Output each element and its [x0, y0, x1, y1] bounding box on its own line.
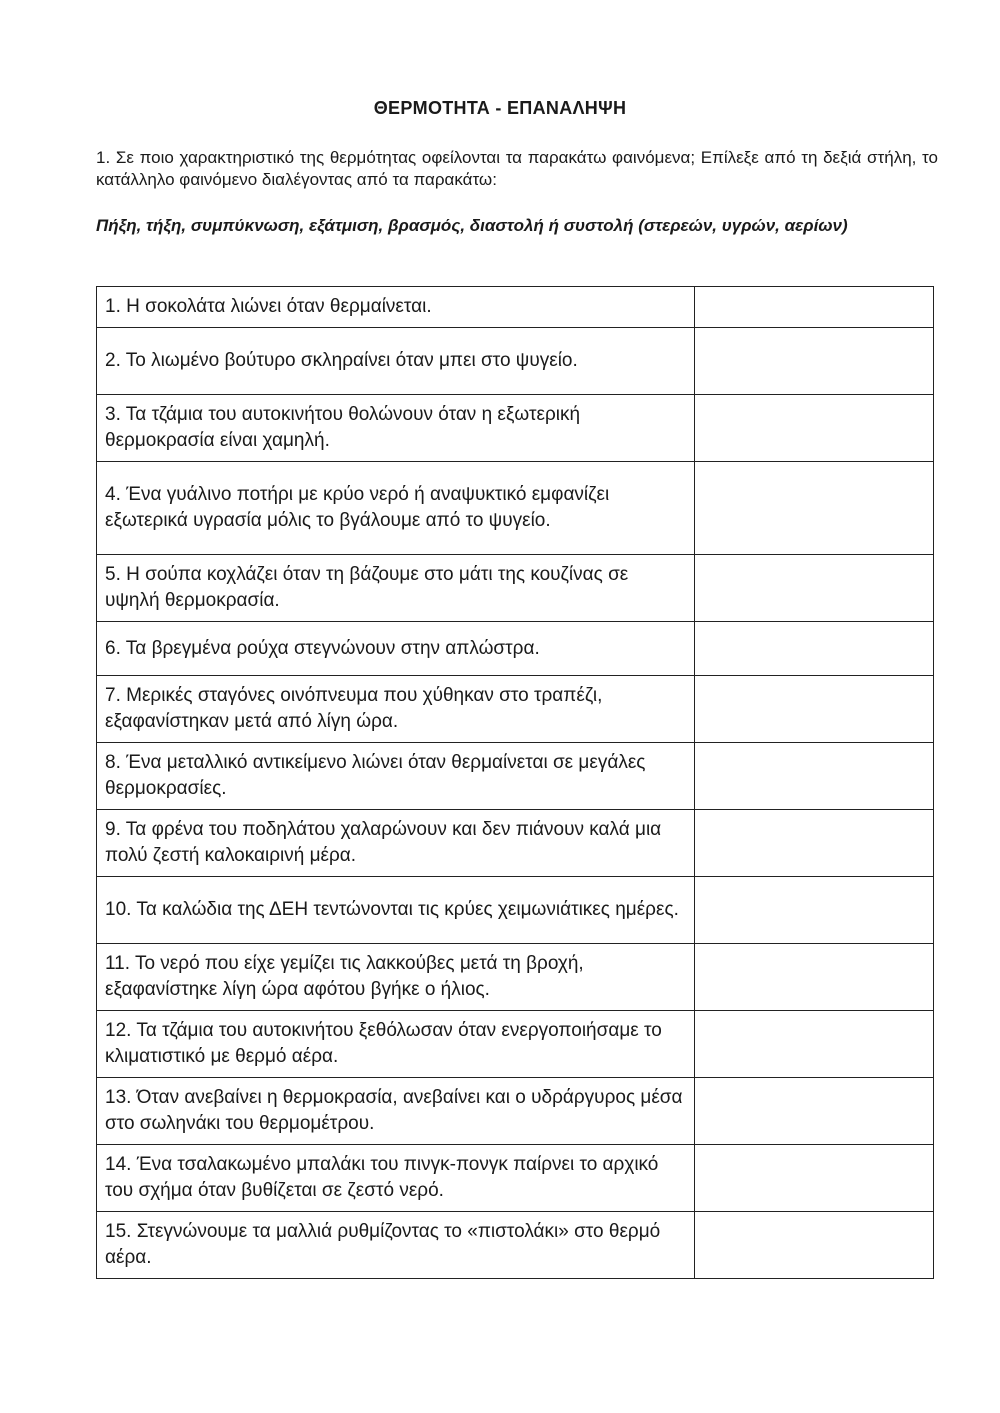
exercise-table — [96, 286, 934, 1279]
answer-cell[interactable] — [695, 877, 934, 944]
question-statement: 15. Στεγνώνουμε τα μαλλιά ρυθμίζοντας το «πιστολάκι» στο θερμό αέρα. — [97, 1212, 695, 1279]
table-row — [97, 877, 934, 944]
answer-cell[interactable] — [695, 944, 934, 1011]
answer-cell[interactable] — [695, 1011, 934, 1078]
table-row — [97, 462, 934, 555]
table-row — [97, 743, 934, 810]
table-row — [97, 622, 934, 676]
answer-cell[interactable] — [695, 1212, 934, 1279]
table-row — [97, 1078, 934, 1145]
answer-cell[interactable] — [695, 395, 934, 462]
question-statement: 14. Ένα τσαλακωμένο μπαλάκι του πινγκ-πονγκ παίρνει το αρχικό του σχήμα όταν βυθίζεται σε ζεστό νερό. — [97, 1145, 695, 1212]
answer-cell[interactable] — [695, 1145, 934, 1212]
question-statement: 5. Η σούπα κοχλάζει όταν τη βάζουμε στο μάτι της κουζίνας σε υψηλή θερμοκρασία. — [97, 555, 695, 622]
table-row — [97, 395, 934, 462]
question-statement: 4. Ένα γυάλινο ποτήρι με κρύο νερό ή αναψυκτικό εμφανίζει εξωτερικά υγρασία μόλις το βγάλουμε από το ψυγείο. — [97, 462, 695, 555]
question-statement: 11. Το νερό που είχε γεμίζει τις λακκούβες μετά τη βροχή, εξαφανίστηκε λίγη ώρα αφότου βγήκε ο ήλιος. — [97, 944, 695, 1011]
exercise-instructions: 1. Σε ποιο χαρακτηριστικό της θερμότητας οφείλονται τα παρακάτω φαινόμενα; Επίλεξε από τη δεξιά στήλη, το κατάλληλο φαινόμενο διαλέγοντας από τα παρακάτω: — [96, 148, 938, 189]
question-statement: 2. Το λιωμένο βούτυρο σκληραίνει όταν μπει στο ψυγείο. — [97, 328, 695, 395]
table-row — [97, 810, 934, 877]
question-statement: 1. Η σοκολάτα λιώνει όταν θερμαίνεται. — [97, 287, 695, 328]
table-row — [97, 1011, 934, 1078]
answer-cell[interactable] — [695, 810, 934, 877]
answer-cell[interactable] — [695, 328, 934, 395]
answer-cell[interactable] — [695, 1078, 934, 1145]
question-statement: 12. Τα τζάμια του αυτοκινήτου ξεθόλωσαν όταν ενεργοποιήσαμε το κλιματιστικό με θερμό αέρα. — [97, 1011, 695, 1078]
table-row — [97, 1145, 934, 1212]
answer-cell[interactable] — [695, 622, 934, 676]
answer-cell[interactable] — [695, 676, 934, 743]
table-row — [97, 328, 934, 395]
question-statement: 3. Τα τζάμια του αυτοκινήτου θολώνουν όταν η εξωτερική θερμοκρασία είναι χαμηλή. — [97, 395, 695, 462]
answer-cell[interactable] — [695, 287, 934, 328]
answer-options: Πήξη, τήξη, συμπύκνωση, εξάτμιση, βρασμός, διαστολή ή συστολή (στερεών, υγρών, αερίων) — [96, 216, 848, 235]
question-statement: 7. Μερικές σταγόνες οινόπνευμα που χύθηκαν στο τραπέζι, εξαφανίστηκαν μετά από λίγη ώρα. — [97, 676, 695, 743]
question-statement: 13. Όταν ανεβαίνει η θερμοκρασία, ανεβαίνει και ο υδράργυρος μέσα στο σωληνάκι του θερμομέτρου. — [97, 1078, 695, 1145]
table-row — [97, 676, 934, 743]
table-row — [97, 1212, 934, 1279]
question-statement: 9. Τα φρένα του ποδηλάτου χαλαρώνουν και δεν πιάνουν καλά μια πολύ ζεστή καλοκαιρινή μέρα. — [97, 810, 695, 877]
question-statement: 10. Τα καλώδια της ΔΕΗ τεντώνονται τις κρύες χειμωνιάτικες ημέρες. — [97, 877, 695, 944]
question-statement: 8. Ένα μεταλλικό αντικείμενο λιώνει όταν θερμαίνεται σε μεγάλες θερμοκρασίες. — [97, 743, 695, 810]
worksheet-title: ΘΕΡΜΟΤΗΤΑ - ΕΠΑΝΑΛΗΨΗ — [373, 98, 627, 118]
table-row — [97, 555, 934, 622]
answer-cell[interactable] — [695, 743, 934, 810]
question-statement: 6. Τα βρεγμένα ρούχα στεγνώνουν στην απλώστρα. — [97, 622, 695, 676]
table-row — [97, 944, 934, 1011]
table-row — [97, 287, 934, 328]
answer-cell[interactable] — [695, 555, 934, 622]
answer-cell[interactable] — [695, 462, 934, 555]
